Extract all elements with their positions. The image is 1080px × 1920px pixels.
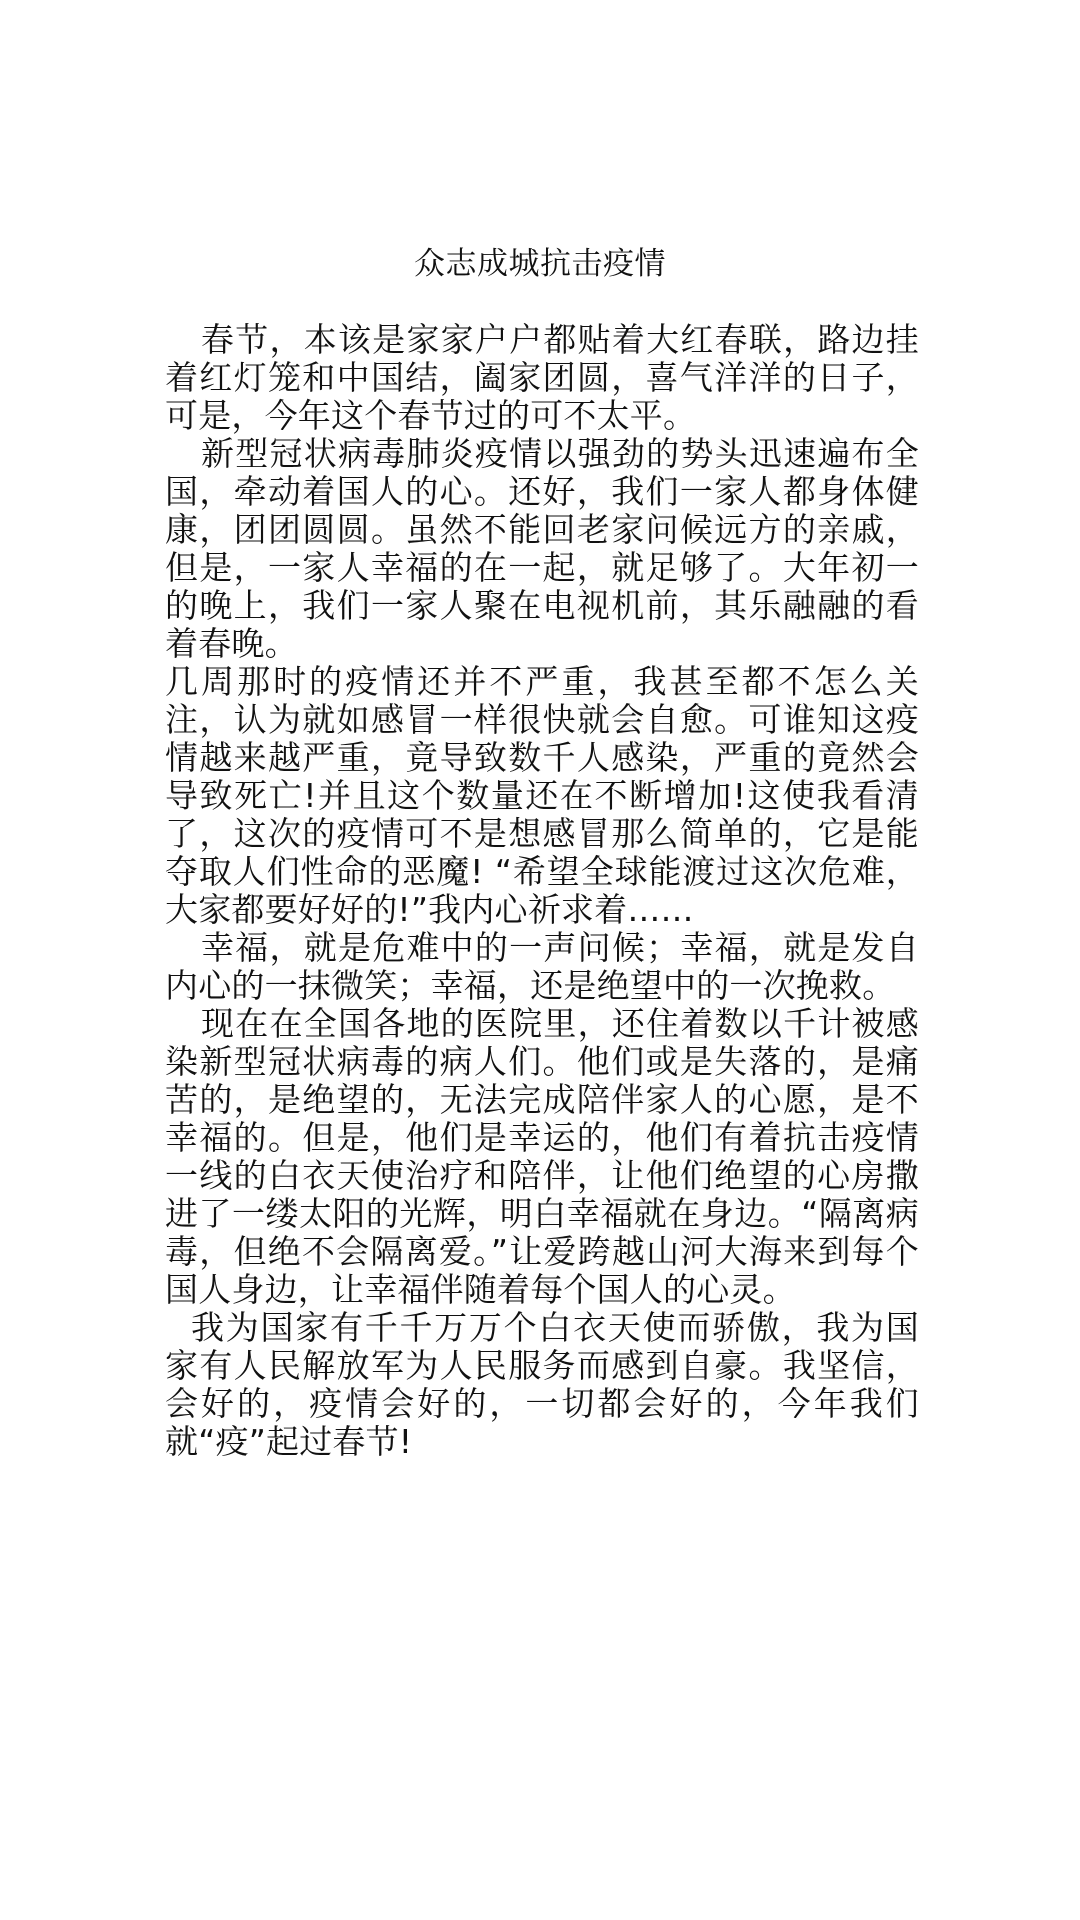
paragraph-1: 春节，本该是家家户户都贴着大红春联，路边挂着红灯笼和中国结，阖家团圆，喜气洋洋的日子，可是，今年这个春节过的可不太平。 xyxy=(165,320,919,435)
article-body xyxy=(165,321,919,1461)
page-title: 众志成城抗击疫情 xyxy=(414,246,666,282)
paragraph-3: 几周那时的疫情还并不严重，我甚至都不怎么关注，认为就如感冒一样很快就会自愈。可谁知这疫情越来越严重，竟导致数千人感染，严重的竟然会导致死亡!并且这个数量还在不断增加!这使我看清了，这次的疫情可不是想感冒那么简单的，它是能夺取人们性命的恶魔! “希望全球能渡过这次危难，大家都要好好的!”我内心祈求着…… xyxy=(165,662,919,929)
paragraph-5: 现在在全国各地的医院里，还住着数以千计被感染新型冠状病毒的病人们。他们或是失落的，是痛苦的，是绝望的，无法完成陪伴家人的心愿，是不幸福的。但是，他们是幸运的，他们有着抗击疫情一线的白衣天使治疗和陪伴，让他们绝望的心房撒进了一缕太阳的光辉，明白幸福就在身边。“隔离病毒，但绝不会隔离爱。”让爱跨越山河大海来到每个国人身边，让幸福伴随着每个国人的心灵。 xyxy=(165,1004,919,1309)
paragraph-6: 我为国家有千千万万个白衣天使而骄傲，我为国家有人民解放军为人民服务而感到自豪。我坚信，会好的，疫情会好的，一切都会好的，今年我们就“疫”起过春节! xyxy=(165,1308,919,1461)
paragraph-4: 幸福，就是危难中的一声问候；幸福，就是发自内心的一抹微笑；幸福，还是绝望中的一次挽救。 xyxy=(165,928,919,1005)
paragraph-2: 新型冠状病毒肺炎疫情以强劲的势头迅速遍布全国，牵动着国人的心。还好，我们一家人都身体健康，团团圆圆。虽然不能回老家问候远方的亲戚，但是，一家人幸福的在一起，就足够了。大年初一的晚上，我们一家人聚在电视机前，其乐融融的看着春晚。 xyxy=(165,434,919,663)
